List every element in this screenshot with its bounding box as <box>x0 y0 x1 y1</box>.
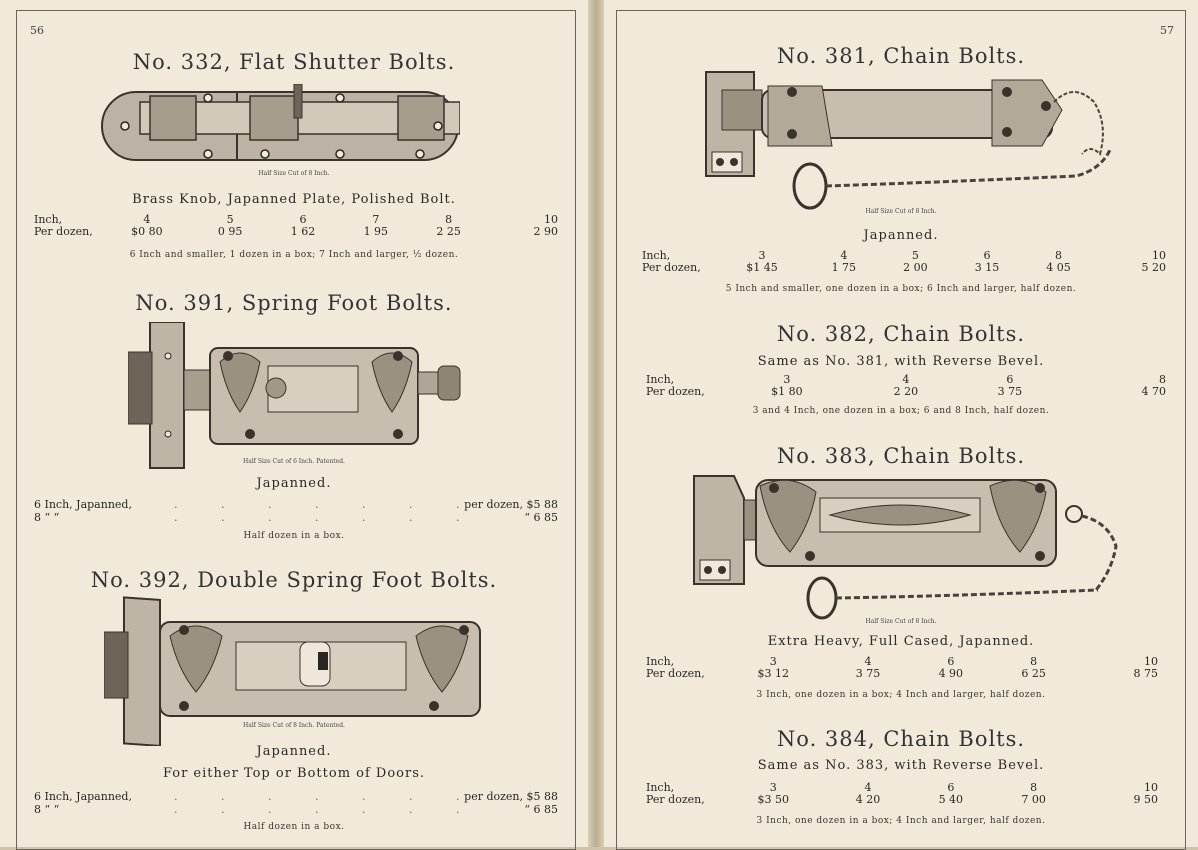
size-cell: 3 <box>758 249 766 262</box>
size-description: 6 Inch, Japanned, <box>34 790 132 803</box>
size-label: Inch, <box>646 781 675 794</box>
flat-shutter-bolt-illustration <box>100 84 460 164</box>
size-cell: 10 <box>1144 655 1158 668</box>
price-value: “ 6 85 <box>524 803 558 816</box>
cut-caption: Half Size Cut of 6 Inch. Patented. <box>243 458 345 465</box>
size-row <box>646 782 1158 794</box>
page-number: 56 <box>30 24 44 37</box>
price-value: “ 6 85 <box>524 511 558 524</box>
book-gutter <box>588 0 604 847</box>
price-cell: $1 45 <box>746 261 778 274</box>
chain-bolt-381-illustration <box>702 70 1122 210</box>
price-cell: 2 25 <box>436 225 461 238</box>
size-cell: 10 <box>1144 781 1158 794</box>
packing-note: 3 and 4 Inch, one dozen in a box; 6 and 8 Inch, half dozen. <box>752 406 1050 416</box>
price-cell: 6 25 <box>1021 667 1046 680</box>
cut-caption: Half Size Cut of 8 Inch. Patented. <box>243 722 345 729</box>
price-row <box>642 262 1166 274</box>
price-table-383 <box>646 656 1158 680</box>
size-cell: 4 <box>902 373 910 386</box>
packing-note: Half dozen in a box. <box>243 822 345 832</box>
price-cell: 1 62 <box>290 225 316 238</box>
section-title-381: No. 381, Chain Bolts. <box>776 44 1026 68</box>
size-cell: 6 <box>983 249 991 262</box>
finish-description: Japanned. <box>863 228 939 243</box>
price-row <box>34 226 558 238</box>
price-row <box>646 668 1158 680</box>
finish-description: Extra Heavy, Full Cased, Japanned. <box>767 634 1035 649</box>
price-table-382 <box>646 374 1166 398</box>
packing-note: 3 Inch, one dozen in a box; 4 Inch and larger, half dozen. <box>756 816 1046 826</box>
price-cell: 2 00 <box>903 261 928 274</box>
price-label: Per dozen, <box>646 667 705 680</box>
size-label: Inch, <box>642 249 671 262</box>
price-cell: $3 12 <box>757 667 790 680</box>
size-cell: 6 <box>299 213 307 226</box>
size-cell: 8 <box>1055 249 1063 262</box>
finish-description: Japanned. <box>256 744 332 759</box>
packing-note: 5 Inch and smaller, one dozen in a box; 6 Inch and larger, half dozen. <box>725 284 1077 294</box>
price-value: per dozen, $5 88 <box>464 498 558 511</box>
size-cell: 6 <box>947 781 955 794</box>
price-cell: 1 75 <box>831 261 857 274</box>
price-cell: 2 90 <box>533 225 558 238</box>
price-cell: 4 70 <box>1141 385 1166 398</box>
leader-dots: . . . . . . . <box>174 803 480 816</box>
section-title-384: No. 384, Chain Bolts. <box>776 727 1026 751</box>
size-cell: 6 <box>947 655 955 668</box>
leader-dots: . . . . . . . <box>174 790 480 803</box>
price-label: Per dozen, <box>34 225 93 238</box>
size-cell: 10 <box>544 213 558 226</box>
price-cell: 8 75 <box>1133 667 1158 680</box>
packing-note: 3 Inch, one dozen in a box; 4 Inch and larger, half dozen. <box>756 690 1046 700</box>
cut-caption: Half Size Cut of 8 Inch. <box>865 618 937 625</box>
catalog-page-57 <box>604 0 1198 847</box>
price-label: Per dozen, <box>646 385 705 398</box>
price-label: Per dozen, <box>646 793 705 806</box>
size-cell: 3 <box>769 781 777 794</box>
price-cell: 3 75 <box>997 385 1023 398</box>
price-table-381 <box>642 250 1166 274</box>
price-value: per dozen, $5 88 <box>464 790 558 803</box>
size-cell: 4 <box>143 213 151 226</box>
finish-description: Japanned. <box>256 476 332 491</box>
size-cell: 8 <box>1030 781 1038 794</box>
price-cell: 2 20 <box>893 385 919 398</box>
size-cell: 5 <box>911 249 919 262</box>
price-label: Per dozen, <box>642 261 701 274</box>
section-title-391: No. 391, Spring Foot Bolts. <box>135 291 453 315</box>
size-label: Inch, <box>646 373 675 386</box>
size-label: Inch, <box>646 655 675 668</box>
price-cell: $3 50 <box>757 793 790 806</box>
usage-description: For either Top or Bottom of Doors. <box>162 766 426 781</box>
size-cell: 4 <box>840 249 848 262</box>
size-cell: 8 <box>1159 373 1166 386</box>
finish-description: Same as No. 381, with Reverse Bevel. <box>757 354 1045 369</box>
price-cell: 4 20 <box>855 793 881 806</box>
price-cell: 7 00 <box>1021 793 1046 806</box>
cut-caption: Half Size Cut of 8 Inch. <box>865 208 937 215</box>
section-title-382: No. 382, Chain Bolts. <box>776 322 1026 346</box>
size-cell: 8 <box>1030 655 1038 668</box>
size-cell: 4 <box>864 781 872 794</box>
size-row <box>646 656 1158 668</box>
price-cell: 4 05 <box>1046 261 1071 274</box>
size-cell: 5 <box>226 213 234 226</box>
price-cell: $0 80 <box>131 225 163 238</box>
size-cell: 6 <box>1006 373 1014 386</box>
section-title-383: No. 383, Chain Bolts. <box>776 444 1026 468</box>
price-table-384 <box>646 782 1158 806</box>
price-cell: 9 50 <box>1133 793 1158 806</box>
spring-foot-bolt-illustration <box>128 322 466 470</box>
price-cell: 0 95 <box>217 225 243 238</box>
size-description: 8 “ “ <box>34 803 60 816</box>
size-cell: 4 <box>864 655 872 668</box>
size-description: 8 “ “ <box>34 511 60 524</box>
price-cell: 5 40 <box>938 793 964 806</box>
finish-description: Brass Knob, Japanned Plate, Polished Bolt. <box>132 192 456 207</box>
size-cell: 3 <box>783 373 791 386</box>
section-title-332: No. 332, Flat Shutter Bolts. <box>132 50 456 74</box>
price-row <box>646 386 1166 398</box>
packing-note: 6 Inch and smaller, 1 dozen in a box; 7 Inch and larger, ½ dozen. <box>129 250 459 260</box>
price-cell: 3 15 <box>974 261 1000 274</box>
size-description: 6 Inch, Japanned, <box>34 498 132 511</box>
leader-dots: . . . . . . . <box>174 511 480 524</box>
size-cell: 10 <box>1152 249 1166 262</box>
size-label: Inch, <box>34 213 63 226</box>
price-row <box>646 794 1158 806</box>
size-cell: 3 <box>769 655 777 668</box>
size-cell: 7 <box>372 213 380 226</box>
finish-description: Same as No. 383, with Reverse Bevel. <box>757 758 1045 773</box>
chain-bolt-383-illustration <box>690 470 1130 620</box>
price-cell: 1 95 <box>363 225 389 238</box>
price-cell: 4 90 <box>938 667 964 680</box>
packing-note: Half dozen in a box. <box>243 531 345 541</box>
price-cell: $1 80 <box>771 385 803 398</box>
catalog-page-56 <box>0 0 588 847</box>
section-title-392: No. 392, Double Spring Foot Bolts. <box>90 568 498 592</box>
leader-dots: . . . . . . . <box>174 498 480 511</box>
price-table-332 <box>34 214 558 238</box>
page-number: 57 <box>1160 24 1174 37</box>
price-cell: 5 20 <box>1141 261 1166 274</box>
size-cell: 8 <box>445 213 453 226</box>
cut-caption: Half Size Cut of 8 Inch. <box>258 170 330 177</box>
price-cell: 3 75 <box>855 667 881 680</box>
